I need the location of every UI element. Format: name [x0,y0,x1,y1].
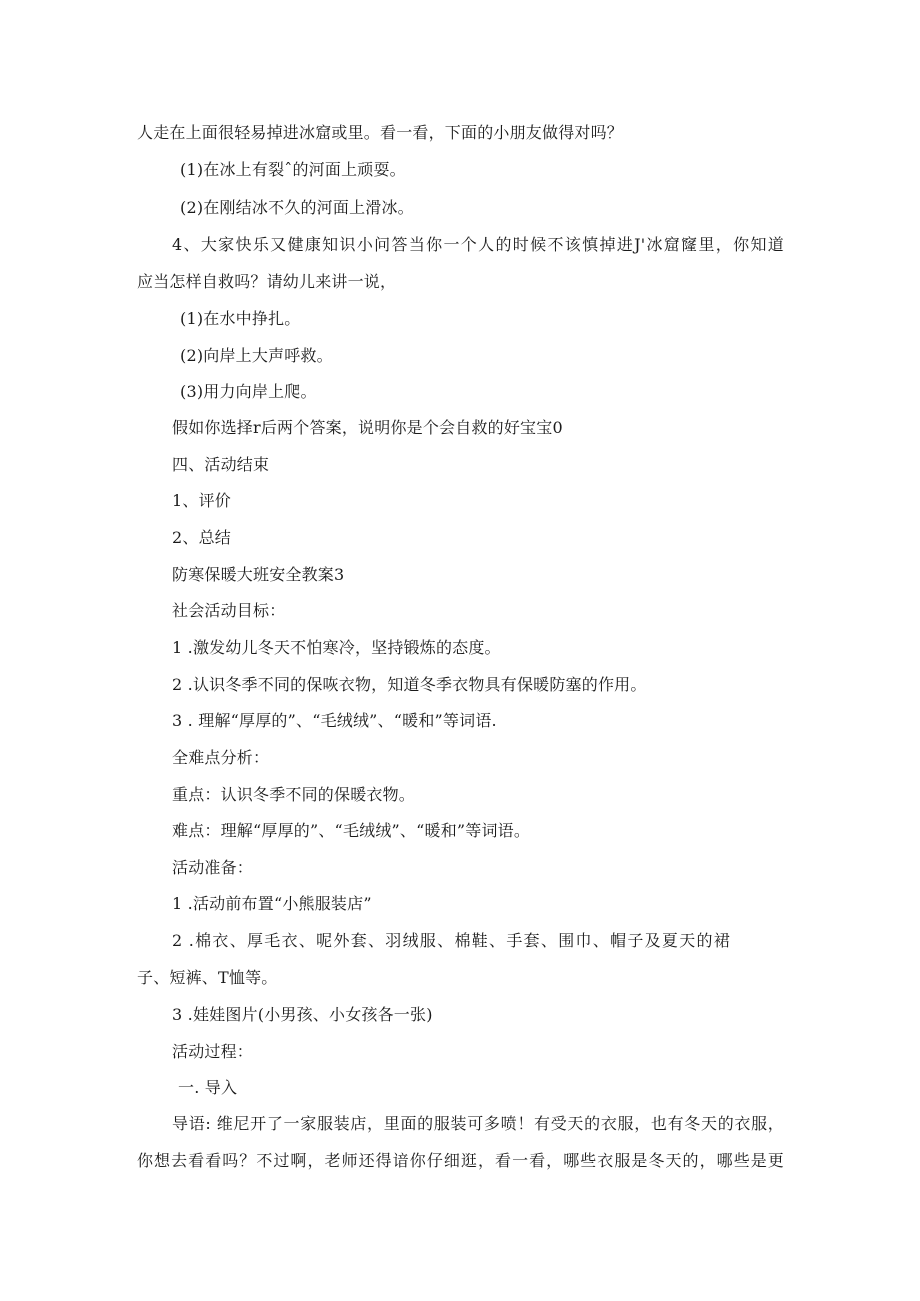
paragraph-line: 子、短裤、T恤等。 [137,968,278,987]
list-item: 3 .娃娃图片(小男孩、小女孩各一张) [172,1005,433,1024]
list-item: (1)在冰上有裂ˆ的河面上顽耍。 [180,160,406,179]
paragraph-line: 4、大家快乐又健康知识小问答当你一个人的时候不该慎掉进J'冰窟窿里，你知道 [172,235,784,254]
paragraph-line: 你想去看看吗？不过啊，老师还得谙你仔细逛，看一看，哪些衣服是冬天的，哪些是更 [137,1151,784,1170]
section-heading: 活动准备： [172,858,254,877]
section-heading: 四、活动结束 [172,455,270,474]
list-item: 1 .活动前布置“小熊服装店” [172,894,372,913]
section-heading: 活动过程： [172,1042,254,1061]
list-item: 2 .棉衣、厚毛衣、呢外套、羽绒服、棉鞋、手套、围巾、帽子及夏天的裙 [172,931,730,950]
section-heading: 社会活动目标： [172,601,286,620]
list-item: 1、评价 [172,491,231,510]
list-item: 1 .激发幼儿冬天不怕寒冷，坚持锻炼的态度。 [172,638,501,657]
paragraph-line: 假如你选择r后两个答案，说明你是个会自救的好宝宝0 [172,418,563,437]
list-item: (2)向岸上大声呼救。 [180,346,333,365]
paragraph-line: 重点：认识冬季不同的保暖衣物。 [172,785,416,804]
document-title: 防寒保暖大班安全教案3 [172,565,345,584]
list-item: (1)在水中挣扎。 [180,309,301,328]
list-item: 2、总结 [172,528,231,547]
list-item: 2 .认识冬季不同的保咴衣物，知道冬季衣物具有保暖防塞的作用。 [172,675,647,694]
paragraph-line: 导语: 维尼开了一家服装店，里面的服装可多喷！有受天的衣服，也有冬天的衣服， [172,1114,784,1133]
list-item: (3)用力向岸上爬。 [180,382,317,401]
list-item: (2)在刚结冰不久的河面上滑冰。 [180,198,414,217]
paragraph-line: 人走在上面很轻易掉进冰窟或里。看一看，下面的小朋友做得对吗？ [137,123,624,142]
section-heading: 一. 导入 [178,1078,238,1097]
section-heading: 全难点分析： [172,748,270,767]
paragraph-line: 应当怎样自救吗？请幼儿来讲一说， [137,272,397,291]
list-item: 3 . 理解“厚厚的”、“毛绒绒”、“暖和”等词语. [172,711,497,730]
paragraph-line: 难点：理解“厚厚的”、“毛绒绒”、“暖和”等词语。 [172,821,531,840]
